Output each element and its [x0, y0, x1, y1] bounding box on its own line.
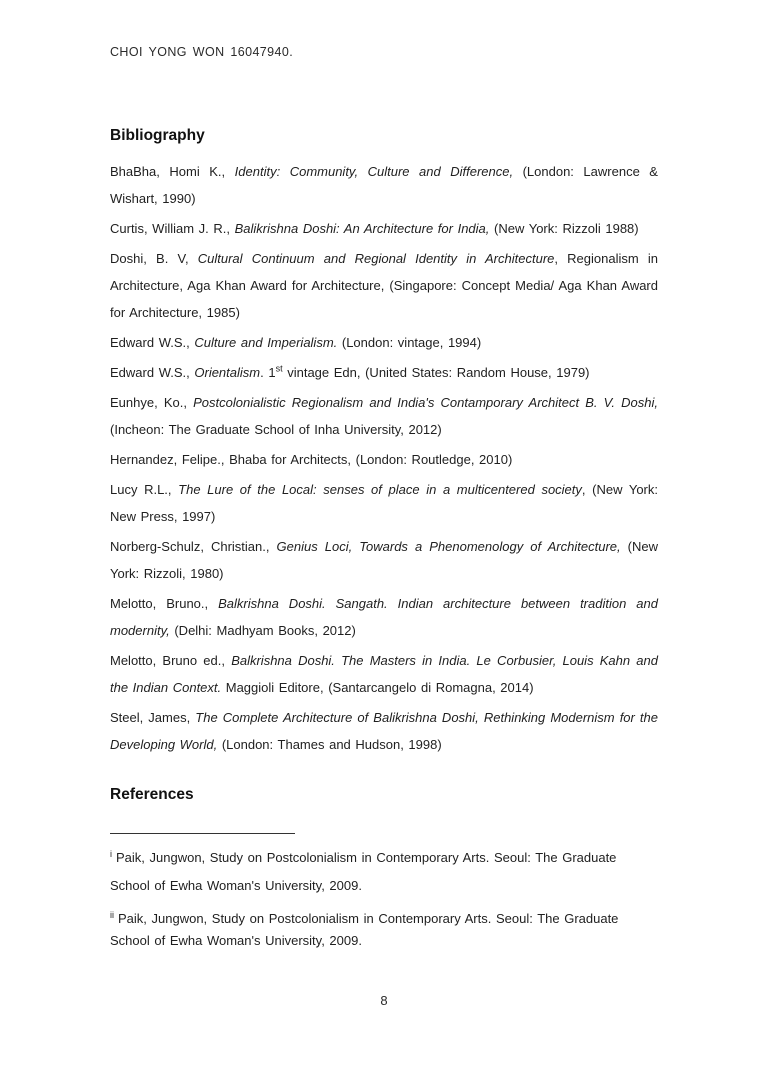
- entry-publication: vintage Edn, (United States: Random House, 1979): [282, 365, 590, 380]
- entry-authors: Eunhye, Ko.,: [110, 395, 194, 410]
- entry-publication: (London: Thames and Hudson, 1998): [217, 737, 442, 752]
- entry-title: Orientalism: [194, 365, 261, 380]
- bibliography-entry: [110, 446, 658, 473]
- entry-title: Genius Loci, Towards a Phenomenology of Architecture,: [276, 539, 621, 554]
- entry-authors: Lucy R.L.,: [110, 482, 179, 497]
- entry-publication: (London: Lawrence & Wishart, 1990): [110, 164, 658, 206]
- footnote-text: Paik, Jungwon, Study on Postcolonialism in Contemporary Arts. Seoul: The Graduate School of Ewha Woman's University, 2009.: [110, 911, 619, 948]
- page-number: 8: [380, 993, 388, 1008]
- entry-title: Balkrishna Doshi. Sangath. Indian architecture between tradition and modernity,: [110, 596, 658, 638]
- references-heading: References: [110, 786, 194, 803]
- entry-authors: Edward W.S.,: [110, 335, 195, 350]
- bibliography-entry: [110, 158, 658, 212]
- entry-superscript: st: [275, 363, 283, 374]
- entry-authors: Edward W.S.,: [110, 365, 195, 380]
- entry-title: Postcolonialistic Regionalism and India's Contamporary Architect B. V. Doshi,: [193, 395, 658, 410]
- entry-publication: Maggioli Editore, (Santarcangelo di Romagna, 2014): [221, 680, 534, 695]
- entry-title: Balikrishna Doshi: An Architecture for India,: [234, 221, 490, 236]
- entry-publication: (New York: Rizzoli 1988): [489, 221, 639, 236]
- entry-title: Cultural Continuum and Regional Identity in Architecture: [197, 251, 555, 266]
- bibliography-entries: [110, 158, 658, 758]
- bibliography-entry: [110, 533, 658, 587]
- entry-title: Identity: Community, Culture and Difference,: [234, 164, 514, 179]
- bibliography-entry: [110, 476, 658, 530]
- entry-publication: (Delhi: Madhyam Books, 2012): [169, 623, 356, 638]
- bibliography-entry: [110, 590, 658, 644]
- entry-authors: Doshi, B. V,: [110, 251, 198, 266]
- bibliography-entry: [110, 704, 658, 758]
- bibliography-heading: Bibliography: [110, 127, 205, 144]
- entry-authors: Norberg-Schulz, Christian.,: [110, 539, 277, 554]
- entry-title: The Complete Architecture of Balikrishna Doshi, Rethinking Modernism for the Developing World,: [110, 710, 658, 752]
- entry-publication: , Regionalism in Architecture, Aga Khan Award for Architecture, (Singapore: Concept Media/ Aga Khan Award for Architecture, 1985): [110, 251, 658, 320]
- page-content: [110, 0, 658, 952]
- bibliography-entry: [110, 329, 658, 356]
- entry-title: Culture and Imperialism.: [194, 335, 338, 350]
- entry-authors: BhaBha, Homi K.,: [110, 164, 235, 179]
- entry-title: Balkrishna Doshi. The Masters in India. Le Corbusier, Louis Kahn and the Indian Context.: [110, 653, 658, 695]
- entry-authors: Steel, James,: [110, 710, 196, 725]
- entry-title: The Lure of the Local: senses of place in a multicentered society: [178, 482, 582, 497]
- footnote-separator: [110, 833, 295, 834]
- bibliography-entry: [110, 245, 658, 326]
- entry-authors: Curtis, William J. R.,: [110, 221, 235, 236]
- entry-authors: Melotto, Bruno.,: [110, 596, 219, 611]
- entry-publication: (New York: Rizzoli, 1980): [110, 539, 659, 581]
- bibliography-entry: [110, 359, 658, 386]
- entry-publication: . 1: [260, 365, 276, 380]
- footnote-text: Paik, Jungwon, Study on Postcolonialism in Contemporary Arts. Seoul: The Graduate School of Ewha Woman's University, 2009.: [110, 850, 617, 893]
- footnote-marker: i: [110, 848, 112, 859]
- bibliography-entry: [110, 647, 658, 701]
- entry-publication: , (New York: New Press, 1997): [110, 482, 658, 524]
- footnote: [110, 908, 658, 952]
- entry-authors: Hernandez, Felipe., Bhaba for Architects, (London: Routledge, 2010): [110, 452, 513, 467]
- bibliography-entry: [110, 389, 658, 443]
- bibliography-entry: [110, 215, 658, 242]
- document-header: CHOI YONG WON 16047940.: [110, 45, 294, 59]
- entry-authors: Melotto, Bruno ed.,: [110, 653, 232, 668]
- footnote: [110, 844, 658, 900]
- entry-publication: (Incheon: The Graduate School of Inha University, 2012): [110, 422, 442, 437]
- footnote-marker: ii: [110, 909, 114, 920]
- entry-publication: (London: vintage, 1994): [337, 335, 482, 350]
